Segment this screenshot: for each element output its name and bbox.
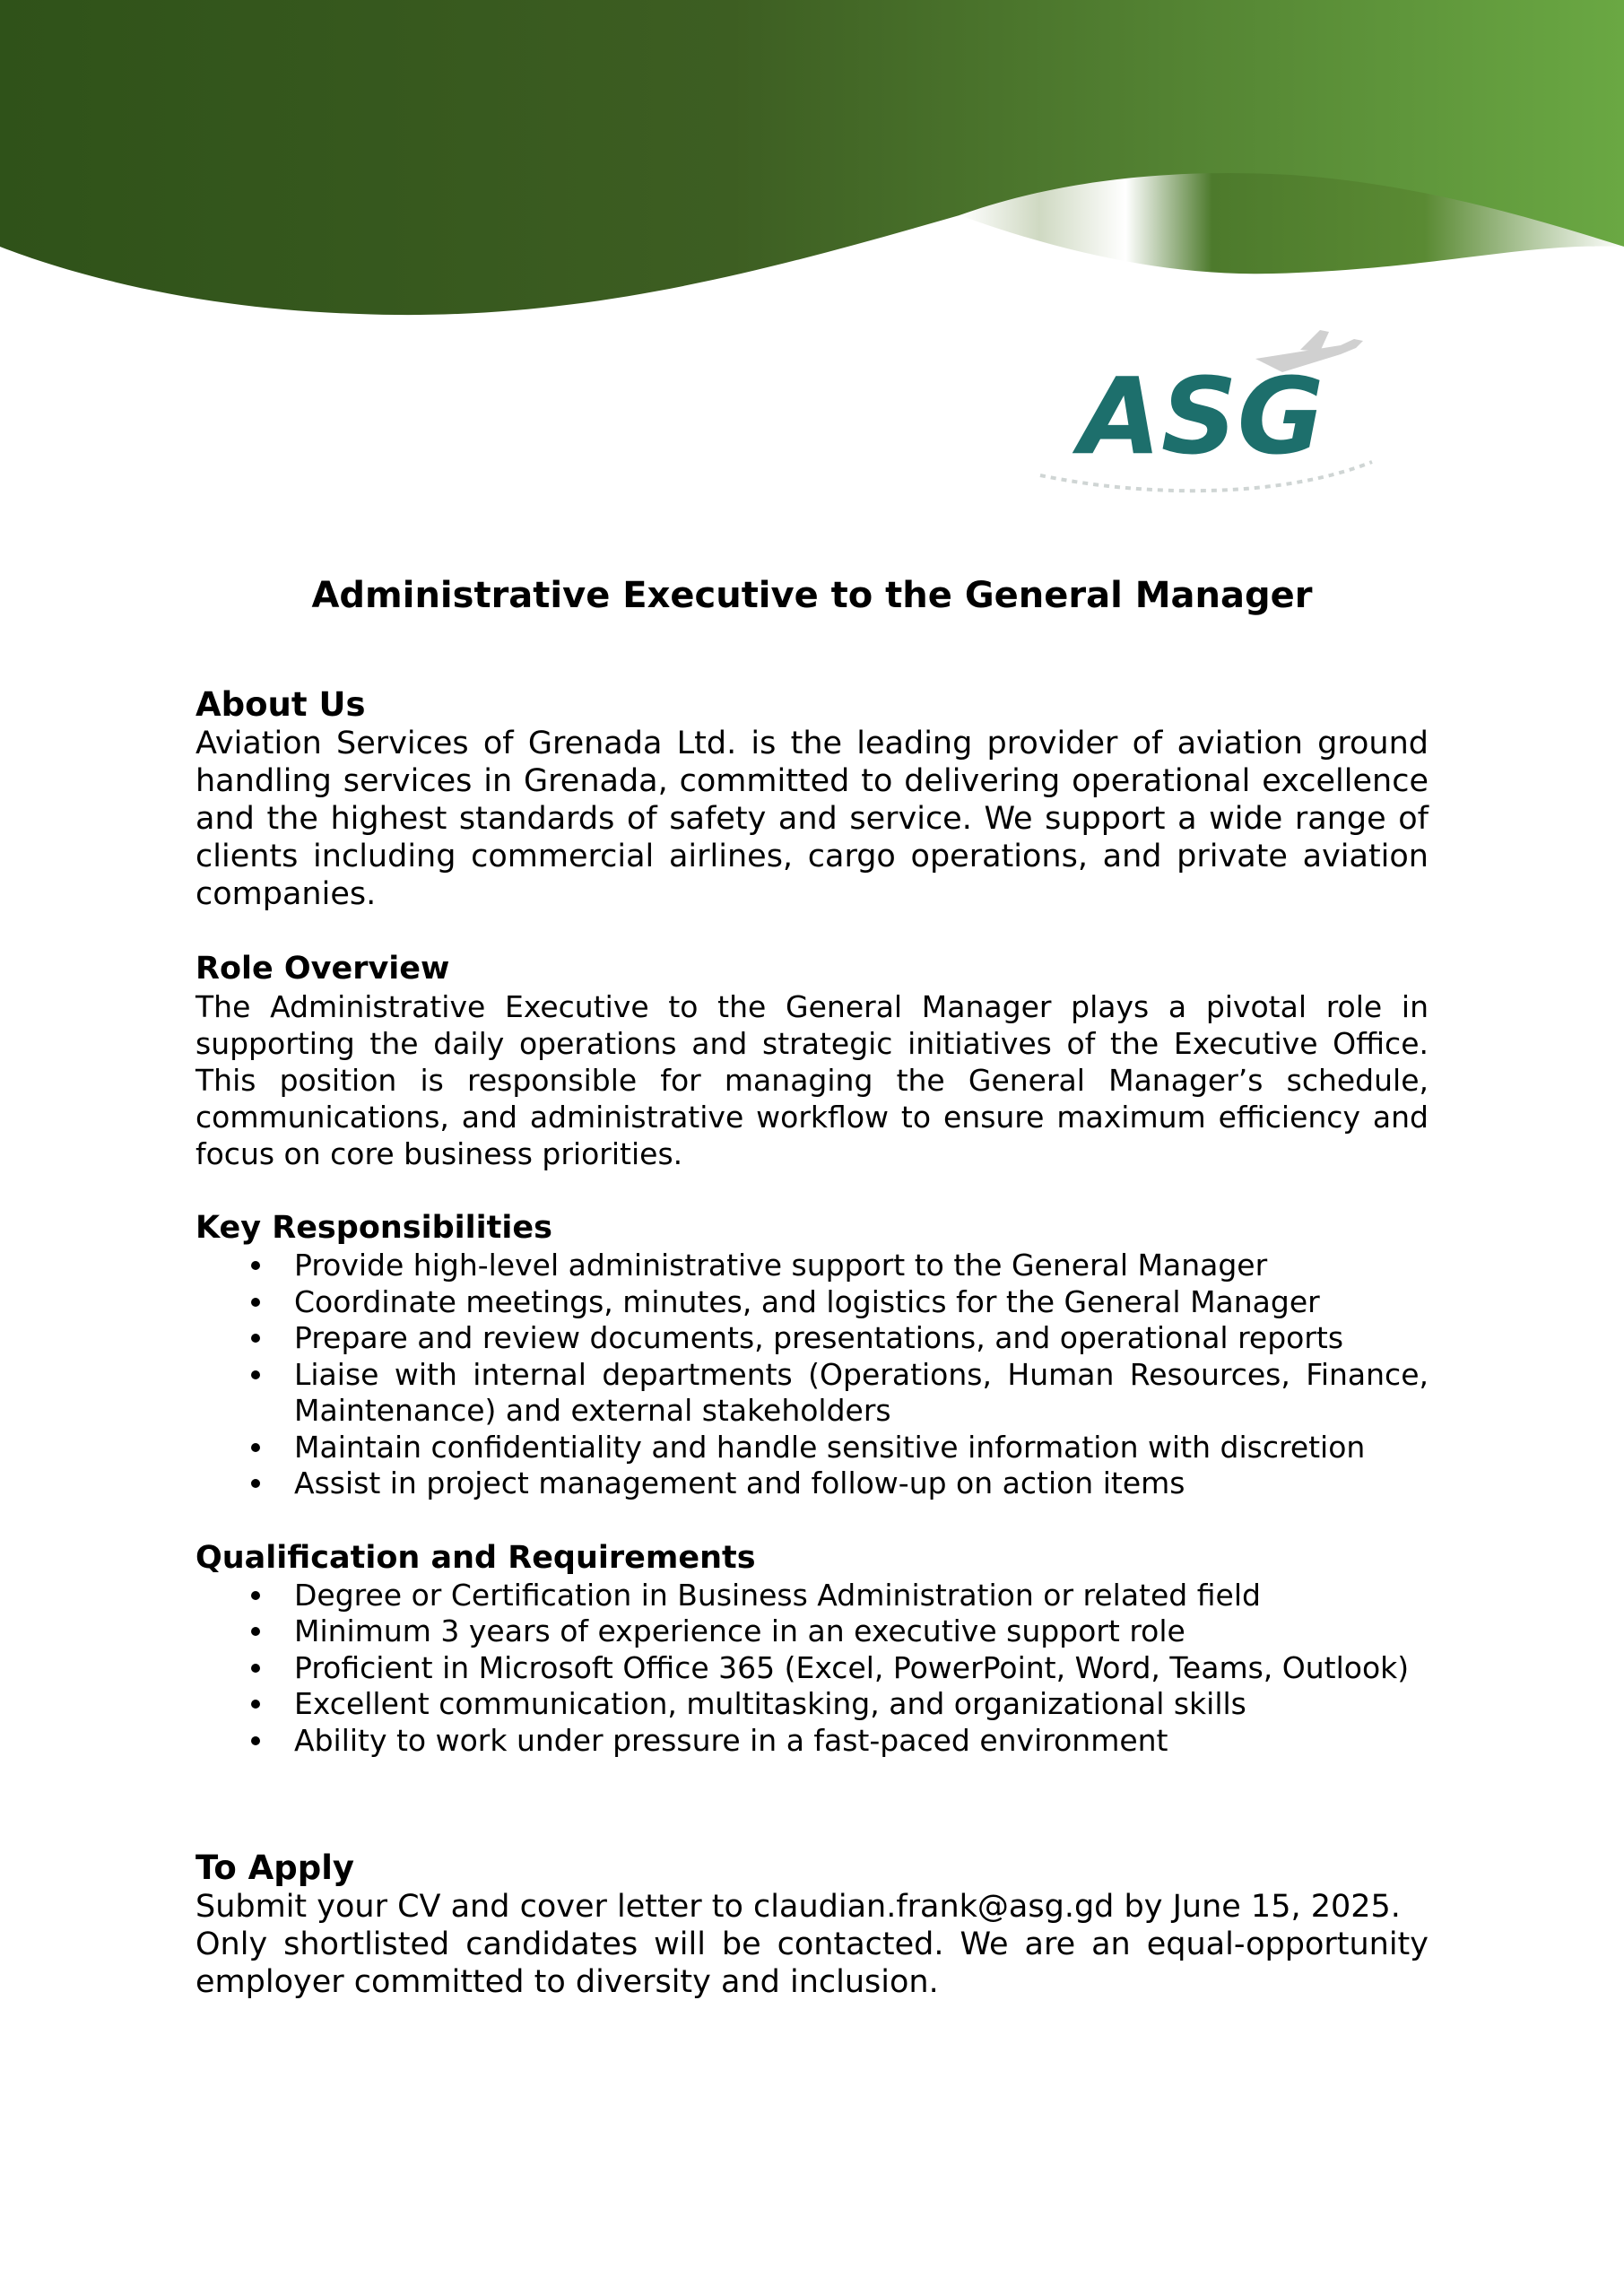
apply-section xyxy=(195,1848,1429,2001)
list-item xyxy=(195,1723,1429,1760)
apply-heading: To Apply xyxy=(195,1848,355,1887)
list-item xyxy=(195,1430,1429,1466)
list-item-text: Degree or Certification in Business Administration or related field xyxy=(294,1577,1261,1613)
bullet-icon xyxy=(251,1261,260,1270)
responsibilities-heading: Key Responsibilities xyxy=(195,1210,552,1246)
bullet-icon xyxy=(251,1479,260,1488)
list-item-text: Prepare and review documents, presentations, and operational reports xyxy=(294,1320,1344,1355)
bullet-icon xyxy=(251,1736,260,1745)
qualifications-list xyxy=(195,1578,1429,1760)
bullet-icon xyxy=(251,1370,260,1379)
asg-logo xyxy=(986,305,1417,511)
role-heading: Role Overview xyxy=(195,951,450,987)
list-item-text: Coordinate meetings, minutes, and logistics for the General Manager xyxy=(294,1283,1320,1319)
list-item-text: Provide high-level administrative support to the General Manager xyxy=(294,1248,1268,1283)
bullet-icon xyxy=(251,1664,260,1673)
list-item-text: Proficient in Microsoft Office 365 (Excel, PowerPoint, Word, Teams, Outlook) xyxy=(294,1649,1410,1685)
apply-instructions xyxy=(195,1888,1429,1926)
list-item-text: Liaise with internal departments (Operations, Human Resources, Finance, Maintenance) and external stakeholders xyxy=(294,1356,1429,1428)
job-posting xyxy=(195,574,1429,2037)
bullet-icon xyxy=(251,1700,260,1709)
list-item xyxy=(195,1465,1429,1502)
bullet-icon xyxy=(251,1443,260,1452)
logo-text: ASG xyxy=(1079,354,1324,478)
bullet-icon xyxy=(251,1627,260,1636)
list-item xyxy=(195,1284,1429,1321)
list-item-text: Excellent communication, multitasking, and organizational skills xyxy=(294,1686,1246,1721)
qualifications-section xyxy=(195,1538,1429,1760)
responsibilities-section xyxy=(195,1208,1429,1502)
list-item xyxy=(195,1650,1429,1687)
list-item xyxy=(195,1248,1429,1284)
about-text: Aviation Services of Grenada Ltd. is the leading provider of aviation ground handling services in Grenada, committed to delivering operational excellence and the highest standards of safety and service. We support a wide range of clients including commercial airlines, cargo operations, and private aviation companies. xyxy=(195,726,1429,912)
role-section xyxy=(195,949,1429,1172)
list-item-text: Minimum 3 years of experience in an executive support role xyxy=(294,1613,1185,1648)
qualifications-heading: Qualification and Requirements xyxy=(195,1539,756,1576)
bullet-icon xyxy=(251,1334,260,1343)
role-text: The Administrative Executive to the General Manager plays a pivotal role in supporting the daily operations and strategic initiatives of the Executive Office. This position is responsible for managing the General Manager’s schedule, communications, and administrative workflow to ensure maximum efficiency and focus on core business priorities. xyxy=(195,989,1429,1171)
list-item-text: Assist in project management and follow-up on action items xyxy=(294,1465,1185,1500)
contact-email-link[interactable]: claudian.frank@asg.gd xyxy=(753,1889,1115,1925)
list-item xyxy=(195,1613,1429,1650)
bullet-icon xyxy=(251,1298,260,1307)
bullet-icon xyxy=(251,1591,260,1600)
apply-prefix: Submit your CV and cover letter to xyxy=(195,1889,754,1925)
list-item xyxy=(195,1357,1429,1430)
list-item-text: Maintain confidentiality and handle sensitive information with discretion xyxy=(294,1429,1366,1465)
list-item xyxy=(195,1578,1429,1614)
list-item-text: Ability to work under pressure in a fast-paced environment xyxy=(294,1722,1168,1758)
list-item xyxy=(195,1686,1429,1723)
about-section xyxy=(195,685,1429,913)
apply-note: Only shortlisted candidates will be contacted. We are an equal-opportunity employer committed to diversity and inclusion. xyxy=(195,1926,1429,2000)
responsibilities-list xyxy=(195,1248,1429,1502)
list-item xyxy=(195,1320,1429,1357)
apply-suffix: by June 15, 2025. xyxy=(1114,1889,1401,1925)
page-title: Administrative Executive to the General Manager xyxy=(311,575,1313,616)
about-heading: About Us xyxy=(195,685,366,724)
